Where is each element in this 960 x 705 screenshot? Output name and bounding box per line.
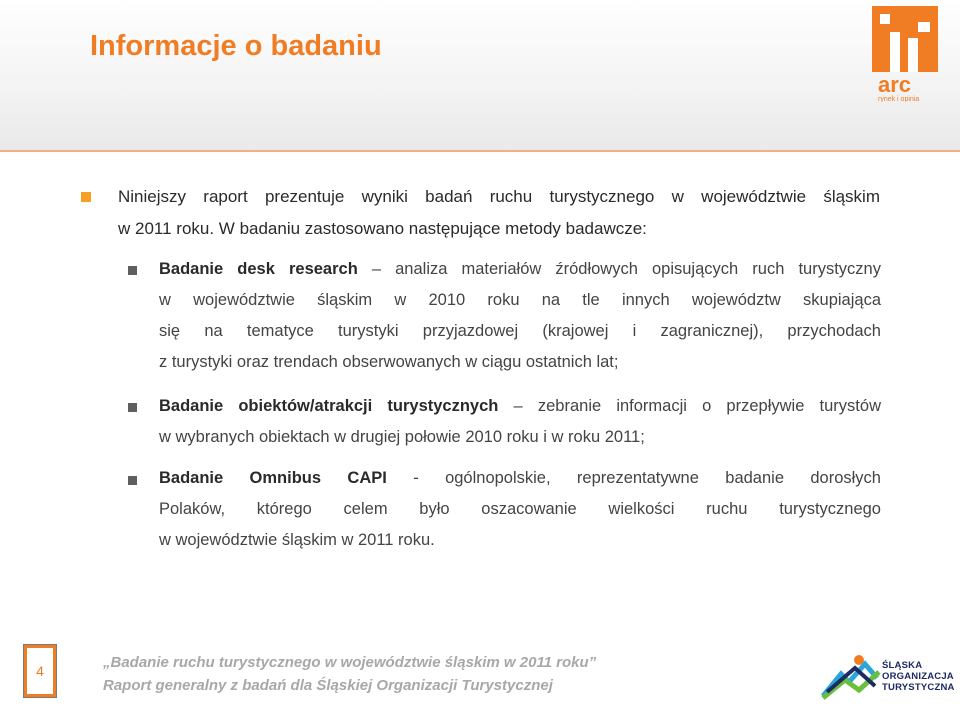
- method-3-line-3: w województwie śląskim w 2011 roku.: [159, 531, 435, 549]
- sot-line-3: TURYSTYCZNA: [882, 682, 955, 693]
- method-2-line-2: w wybranych obiektach w drugiej połowie 2010 roku i w roku 2011;: [159, 428, 645, 446]
- method-1-line-1-text: – analiza materiałów źródłowych opisujących ruch turystyczny: [357, 260, 881, 278]
- intro-line-1: Niniejszy raport prezentuje wyniki badań ruchu turystycznego w województwie śląskim: [118, 187, 880, 206]
- method-omnibus: [159, 463, 881, 556]
- method-1-line-2: w województwie śląskim w 2010 roku na tle innych województw skupiająca: [159, 291, 881, 309]
- method-1-line-4: z turystyki oraz trendach obserwowanych w ciągu ostatnich lat;: [159, 353, 619, 371]
- bullet-icon: [81, 192, 91, 202]
- page-number: 4: [27, 648, 53, 694]
- bullet-icon: [128, 403, 137, 412]
- method-2-line-1-text: – zebranie informacji o przepływie turystów: [498, 397, 881, 415]
- page-number-box: [23, 644, 57, 698]
- footer-line-1: „Badanie ruchu turystycznego w województwie śląskim w 2011 roku”: [103, 654, 597, 671]
- method-2-title: Badanie obiektów/atrakcji turystycznych: [159, 397, 499, 415]
- header-divider: [0, 150, 960, 152]
- method-3-line-1-text: - ogólnopolskie, reprezentatywne badanie dorosłych: [386, 469, 881, 487]
- bullet-icon: [128, 476, 137, 485]
- header-band: [0, 0, 960, 150]
- method-desk-research: [159, 254, 881, 378]
- arc-name: arc: [878, 72, 912, 97]
- sot-line-1: ŚLĄSKA: [882, 660, 923, 671]
- method-1-line-1: [159, 254, 881, 285]
- method-3-line-1: [159, 463, 881, 494]
- method-3-line-2: Polaków, którego celem było oszacowanie wielkości ruchu turystycznego: [159, 500, 881, 518]
- method-1-title: Badanie desk research: [159, 260, 358, 278]
- sot-line-2: ORGANIZACJA: [882, 671, 954, 682]
- arc-tagline: rynek i opinia: [878, 96, 920, 102]
- bullet-icon: [128, 266, 137, 275]
- footer-caption: [103, 651, 596, 697]
- method-2-line-1: [159, 391, 881, 422]
- intro-paragraph: [118, 181, 880, 245]
- footer-line-2: Raport generalny z badań dla Śląskiej Organizacji Turystycznej: [103, 677, 553, 694]
- intro-line-2: w 2011 roku. W badaniu zastosowano następujące metody badawcze:: [118, 219, 647, 238]
- method-3-title: Badanie Omnibus CAPI: [159, 469, 387, 487]
- method-objects: [159, 391, 881, 453]
- arc-logo: [872, 6, 946, 102]
- method-1-line-3: się na tematyce turystyki przyjazdowej (krajowej i zagranicznej), przychodach: [159, 322, 881, 340]
- sot-wordmark: [882, 660, 955, 693]
- page-title: Informacje o badaniu: [90, 30, 382, 62]
